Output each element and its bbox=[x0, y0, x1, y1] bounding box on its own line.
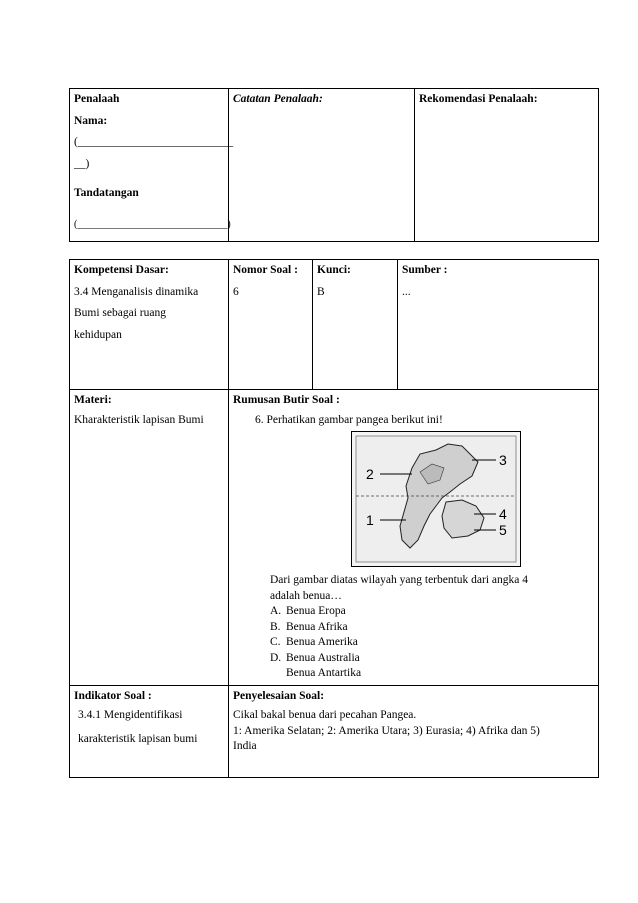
key-cell bbox=[313, 260, 398, 390]
rumusan-label: Rumusan Butir Soal : bbox=[233, 394, 340, 406]
source-label: Sumber : bbox=[402, 264, 448, 276]
option-d[interactable] bbox=[270, 651, 594, 667]
solution-line-2: 1: Amerika Selatan; 2: Amerika Utara; 3) Eurasia; 4) Afrika dan 5) bbox=[233, 724, 540, 737]
name-blank-2[interactable]: __) bbox=[74, 157, 90, 170]
reviewer-title: Penalaah bbox=[74, 93, 120, 105]
indicator-label: Indikator Soal : bbox=[74, 689, 152, 702]
source-value: ... bbox=[402, 285, 411, 298]
option-extra[interactable]: Benua Antartika bbox=[286, 667, 362, 680]
kd-label: Kompetensi Dasar: bbox=[74, 264, 169, 276]
solution-cell bbox=[229, 685, 599, 777]
question-stem: 6. Perhatikan gambar pangea berikut ini! bbox=[255, 413, 443, 426]
option-b[interactable] bbox=[270, 620, 594, 636]
question-card-table bbox=[69, 259, 599, 778]
indicator-line-1: 3.4.1 Mengidentifikasi bbox=[78, 709, 183, 722]
name-label: Nama: bbox=[74, 114, 108, 127]
map-label-2: 2 bbox=[366, 466, 374, 483]
option-b-text: Benua Afrika bbox=[286, 620, 348, 633]
solution-label: Penyelesaian Soal: bbox=[233, 689, 325, 702]
option-d-text: Benua Australia bbox=[286, 651, 360, 664]
option-d-key: D. bbox=[270, 651, 282, 664]
solution-line-3: India bbox=[233, 740, 257, 753]
materi-value: Kharakteristik lapisan Bumi bbox=[74, 413, 204, 426]
rumusan-cell bbox=[229, 390, 599, 686]
option-c[interactable] bbox=[270, 635, 594, 651]
notes-label: Catatan Penalaah: bbox=[233, 93, 323, 105]
key-value: B bbox=[317, 285, 325, 298]
kd-line-2: Bumi sebagai ruang bbox=[74, 307, 166, 320]
key-label: Kunci: bbox=[317, 264, 351, 276]
number-cell bbox=[229, 260, 313, 390]
option-a-key: A. bbox=[270, 605, 282, 618]
map-label-3: 3 bbox=[499, 452, 507, 469]
map-label-4: 4 bbox=[499, 506, 507, 523]
kd-cell bbox=[70, 260, 229, 390]
question-body bbox=[270, 573, 594, 682]
kd-line-1: 3.4 Menganalisis dinamika bbox=[74, 285, 199, 298]
option-a-text: Benua Eropa bbox=[286, 605, 346, 618]
question-line-2: adalah benua… bbox=[270, 589, 342, 602]
reviewer-notes-cell[interactable] bbox=[229, 89, 415, 242]
signature-label: Tandatangan bbox=[74, 187, 139, 200]
source-cell bbox=[398, 260, 599, 390]
option-c-key: C. bbox=[270, 636, 281, 649]
option-a[interactable] bbox=[270, 604, 594, 620]
signature-blank[interactable]: (______________________________) bbox=[74, 218, 231, 230]
number-label: Nomor Soal : bbox=[233, 264, 298, 276]
option-c-text: Benua Amerika bbox=[286, 636, 358, 649]
reviewer-table bbox=[69, 88, 599, 242]
name-blank-1[interactable]: (___________________________ bbox=[74, 136, 234, 149]
option-b-key: B. bbox=[270, 620, 281, 633]
reviewer-recommendation-cell[interactable] bbox=[415, 89, 599, 242]
reviewer-cell bbox=[70, 89, 234, 242]
number-value: 6 bbox=[233, 285, 239, 298]
indicator-cell bbox=[70, 685, 229, 777]
materi-label: Materi: bbox=[74, 394, 112, 406]
solution-line-1: Cikal bakal benua dari pecahan Pangea. bbox=[233, 709, 417, 722]
pangea-map bbox=[351, 431, 521, 567]
question-line-1: Dari gambar diatas wilayah yang terbentuk dari angka 4 bbox=[270, 574, 529, 587]
recommendation-label: Rekomendasi Penalaah: bbox=[419, 93, 538, 105]
pangea-map-drawing bbox=[352, 432, 520, 566]
map-label-1: 1 bbox=[366, 512, 374, 529]
materi-cell bbox=[70, 390, 229, 686]
map-label-5: 5 bbox=[499, 522, 507, 539]
kd-line-3: kehidupan bbox=[74, 328, 122, 341]
indicator-line-2: karakteristik lapisan bumi bbox=[78, 732, 198, 745]
